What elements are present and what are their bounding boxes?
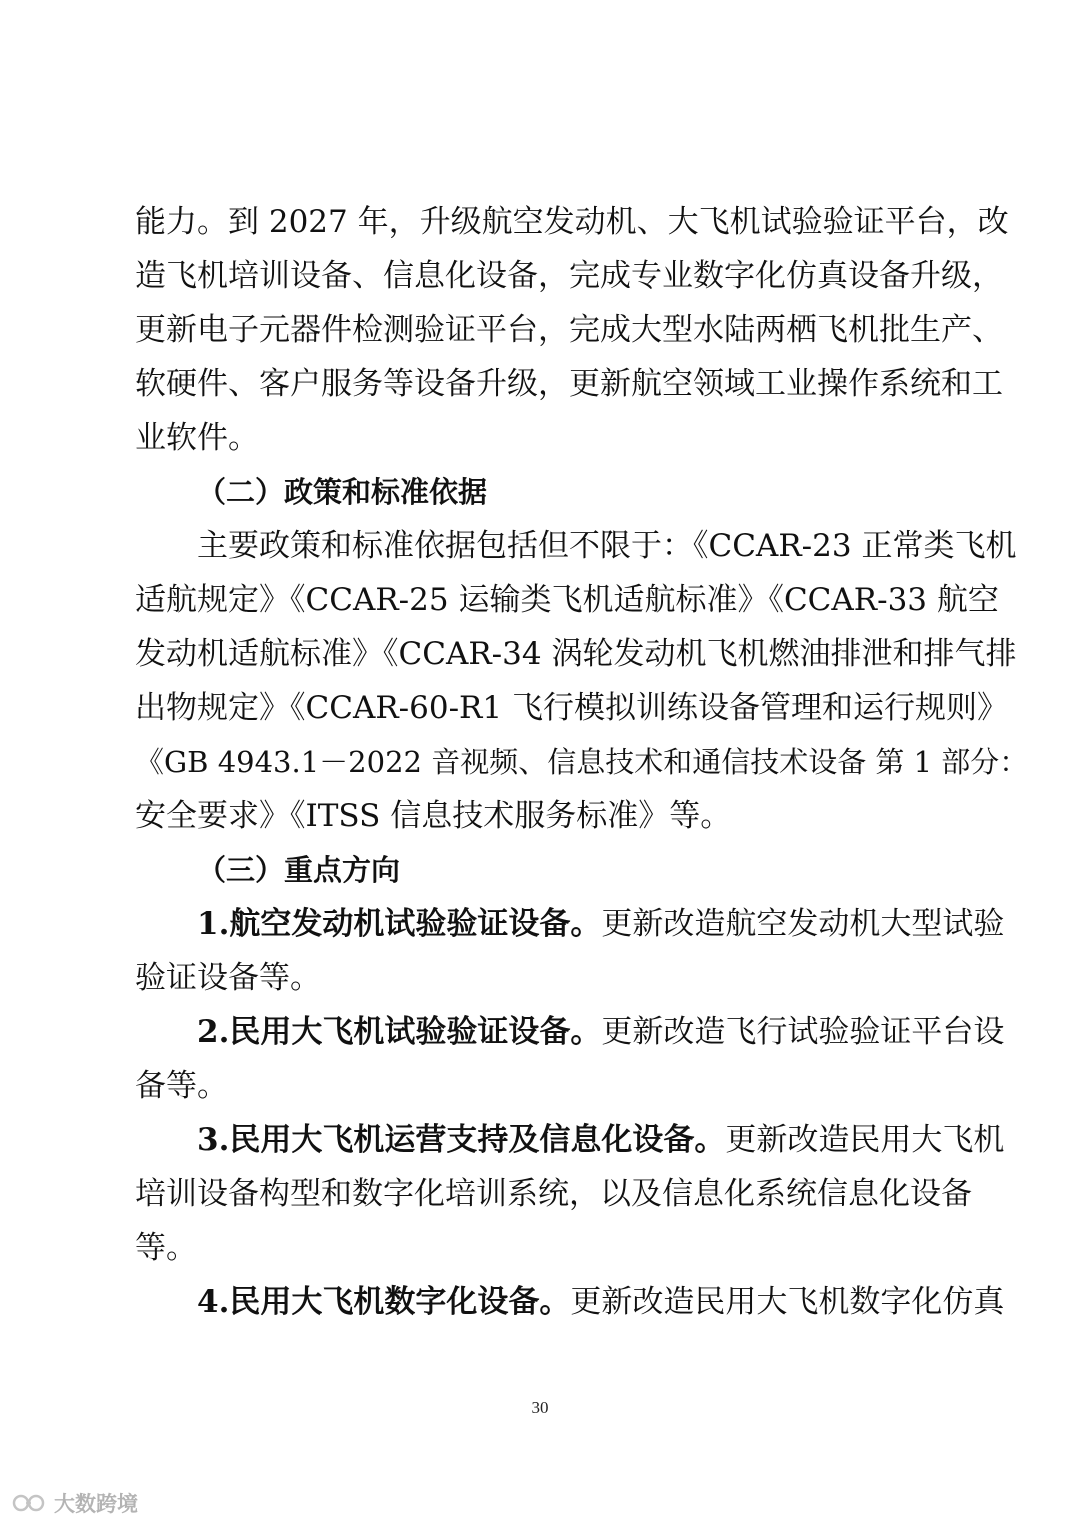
text-line: 业软件。 bbox=[135, 420, 259, 456]
list-item bbox=[135, 1113, 1005, 1167]
watermark bbox=[12, 1488, 138, 1518]
list-item bbox=[135, 1275, 1005, 1329]
page-number: 30 bbox=[531, 1398, 549, 1417]
text-line: 软硬件、客户服务等设备升级，更新航空领域工业操作系统和工 bbox=[135, 366, 1003, 402]
section-heading: （二）政策和标准依据 bbox=[197, 475, 488, 509]
item-text: 更新改造飞行试验验证平台设 bbox=[601, 1014, 1005, 1050]
watermark-logo-icon bbox=[12, 1492, 48, 1514]
text-line: 发动机适航标准》《CCAR-34 涡轮发动机飞机燃油排泄和排气排 bbox=[135, 636, 1017, 672]
text-line: 验证设备等。 bbox=[135, 960, 321, 996]
text-line: 等。 bbox=[135, 1230, 197, 1266]
text-line: 出物规定》《CCAR-60-R1 飞行模拟训练设备管理和运行规则》 bbox=[135, 690, 1008, 726]
item-text: 更新改造航空发动机大型试验 bbox=[601, 906, 1005, 942]
text-line: 主要政策和标准依据包括但不限于：《CCAR-23 正常类飞机 bbox=[197, 528, 1017, 564]
section-heading: （三）重点方向 bbox=[197, 853, 401, 887]
text-line: 适航规定》《CCAR-25 运输类飞机适航标准》《CCAR-33 航空 bbox=[135, 582, 999, 618]
text-line: 《GB 4943.1－2022 音视频、信息技术和通信技术设备 第 1 部分： bbox=[135, 745, 1029, 779]
body-text bbox=[135, 195, 1029, 1329]
text-line: 造飞机培训设备、信息化设备，完成专业数字化仿真设备升级， bbox=[135, 258, 1003, 294]
item-text: 更新改造民用大飞机 bbox=[725, 1122, 1005, 1158]
text-line: 能力。到 2027 年，升级航空发动机、大飞机试验验证平台，改 bbox=[135, 204, 1009, 240]
list-item bbox=[135, 897, 1005, 951]
watermark-text: 大数跨境 bbox=[54, 1492, 138, 1516]
item-text: 更新改造民用大飞机数字化仿真 bbox=[570, 1284, 1005, 1320]
text-line: 更新电子元器件检测验证平台，完成大型水陆两栖飞机批生产、 bbox=[135, 312, 1003, 348]
item-title: 2.民用大飞机试验验证设备。 bbox=[197, 1014, 602, 1050]
item-title: 1.航空发动机试验验证设备。 bbox=[197, 906, 602, 942]
list-item bbox=[135, 1005, 1005, 1059]
item-title: 4.民用大飞机数字化设备。 bbox=[197, 1284, 571, 1320]
text-line: 备等。 bbox=[135, 1068, 228, 1104]
text-line: 安全要求》《ITSS 信息技术服务标准》等。 bbox=[135, 798, 732, 834]
text-line: 培训设备构型和数字化培训系统，以及信息化系统信息化设备 bbox=[135, 1176, 972, 1212]
item-title: 3.民用大飞机运营支持及信息化设备。 bbox=[197, 1122, 726, 1158]
